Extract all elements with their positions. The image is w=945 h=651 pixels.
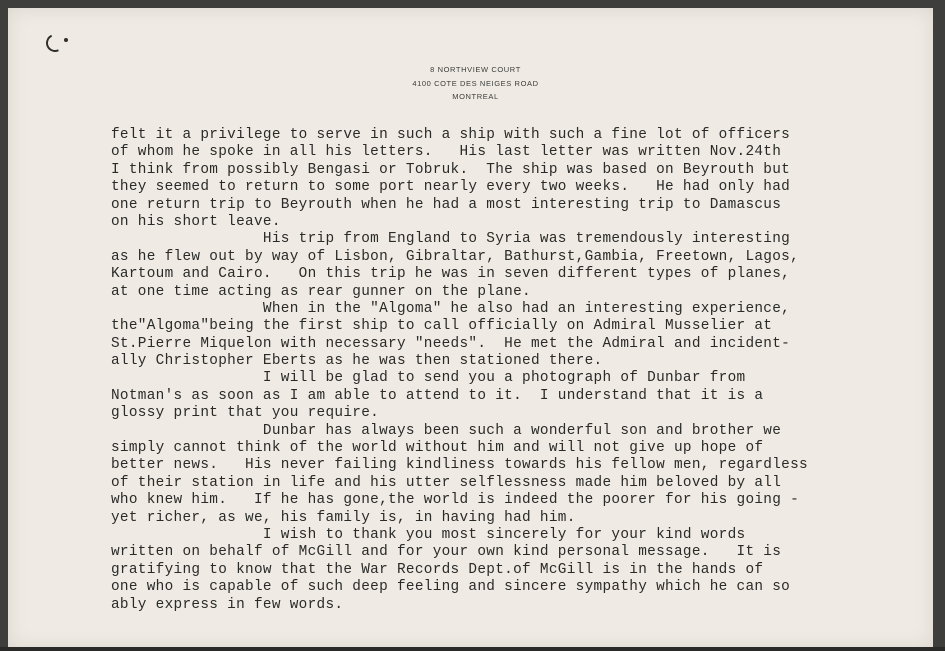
body-line: His trip from England to Syria was tremendously interesting xyxy=(111,231,791,248)
letterhead-street: 4100 COTE DES NEIGES ROAD xyxy=(412,78,539,88)
body-line: Kartoum and Cairo. On this trip he was in seven different types of planes, xyxy=(111,266,791,283)
letterhead-city: MONTREAL xyxy=(452,92,499,101)
body-line: they seemed to return to some port nearly every two weeks. He had only had xyxy=(111,179,791,196)
body-line: better news. His never failing kindliness towards his fellow men, regardless xyxy=(111,457,808,474)
body-line: at one time acting as rear gunner on the plane. xyxy=(111,283,531,300)
body-line: simply cannot think of the world without him and will not give up hope of xyxy=(111,440,764,457)
body-line: of whom he spoke in all his letters. His last letter was written Nov.24th xyxy=(111,144,782,161)
body-line: When in the "Algoma" he also had an interesting experience, xyxy=(111,300,791,317)
body-line: I think from possibly Bengasi or Tobruk. The ship was based on Beyrouth but xyxy=(111,161,791,178)
ghost-imprint: ​ xyxy=(425,49,430,98)
body-line: as he flew out by way of Lisbon, Gibraltar, Bathurst,Gambia, Freetown, Lagos, xyxy=(111,248,800,265)
body-line: one return trip to Beyrouth when he had a most interesting trip to Damascus xyxy=(111,196,782,213)
body-line: ally Christopher Eberts as he was then stationed there. xyxy=(111,353,603,370)
body-line: glossy print that you require. xyxy=(111,405,380,422)
punch-hole-dot xyxy=(64,38,68,42)
body-line: written on behalf of McGill and for your own kind personal message. It is xyxy=(111,544,782,561)
body-line: gratifying to know that the War Records Dept.of McGill is in the hands of xyxy=(111,561,764,578)
body-line: St.Pierre Miquelon with necessary "needs". He met the Admiral and incident- xyxy=(111,335,791,352)
body-line: I will be glad to send you a photograph of Dunbar from xyxy=(111,370,746,387)
punch-hole-mark xyxy=(43,31,66,54)
body-line: the"Algoma"being the first ship to call officially on Admiral Musselier at xyxy=(111,318,773,335)
body-line: on his short leave. xyxy=(111,213,281,230)
letterhead xyxy=(368,63,583,104)
body-line: yet richer, as we, his family is, in having had him. xyxy=(111,509,576,526)
body-line: Dunbar has always been such a wonderful son and brother we xyxy=(111,422,782,439)
body-line: ably express in few words. xyxy=(111,596,344,613)
letterhead-address: 8 NORTHVIEW COURT xyxy=(430,65,521,74)
body-line: I wish to thank you most sincerely for your kind words xyxy=(111,526,746,543)
body-line: Notman's as soon as I am able to attend to it. I understand that it is a xyxy=(111,387,764,404)
letter-body xyxy=(111,127,911,614)
body-line: felt it a privilege to serve in such a ship with such a fine lot of officers xyxy=(111,127,791,143)
body-line: who knew him. If he has gone,the world is indeed the poorer for his going - xyxy=(111,492,800,509)
body-line: one who is capable of such deep feeling and sincere sympathy which he can so xyxy=(111,579,791,596)
body-line: of their station in life and his utter selflessness made him beloved by all xyxy=(111,474,782,491)
letter-sheet xyxy=(8,8,933,648)
scan-bottom-edge xyxy=(0,647,945,651)
